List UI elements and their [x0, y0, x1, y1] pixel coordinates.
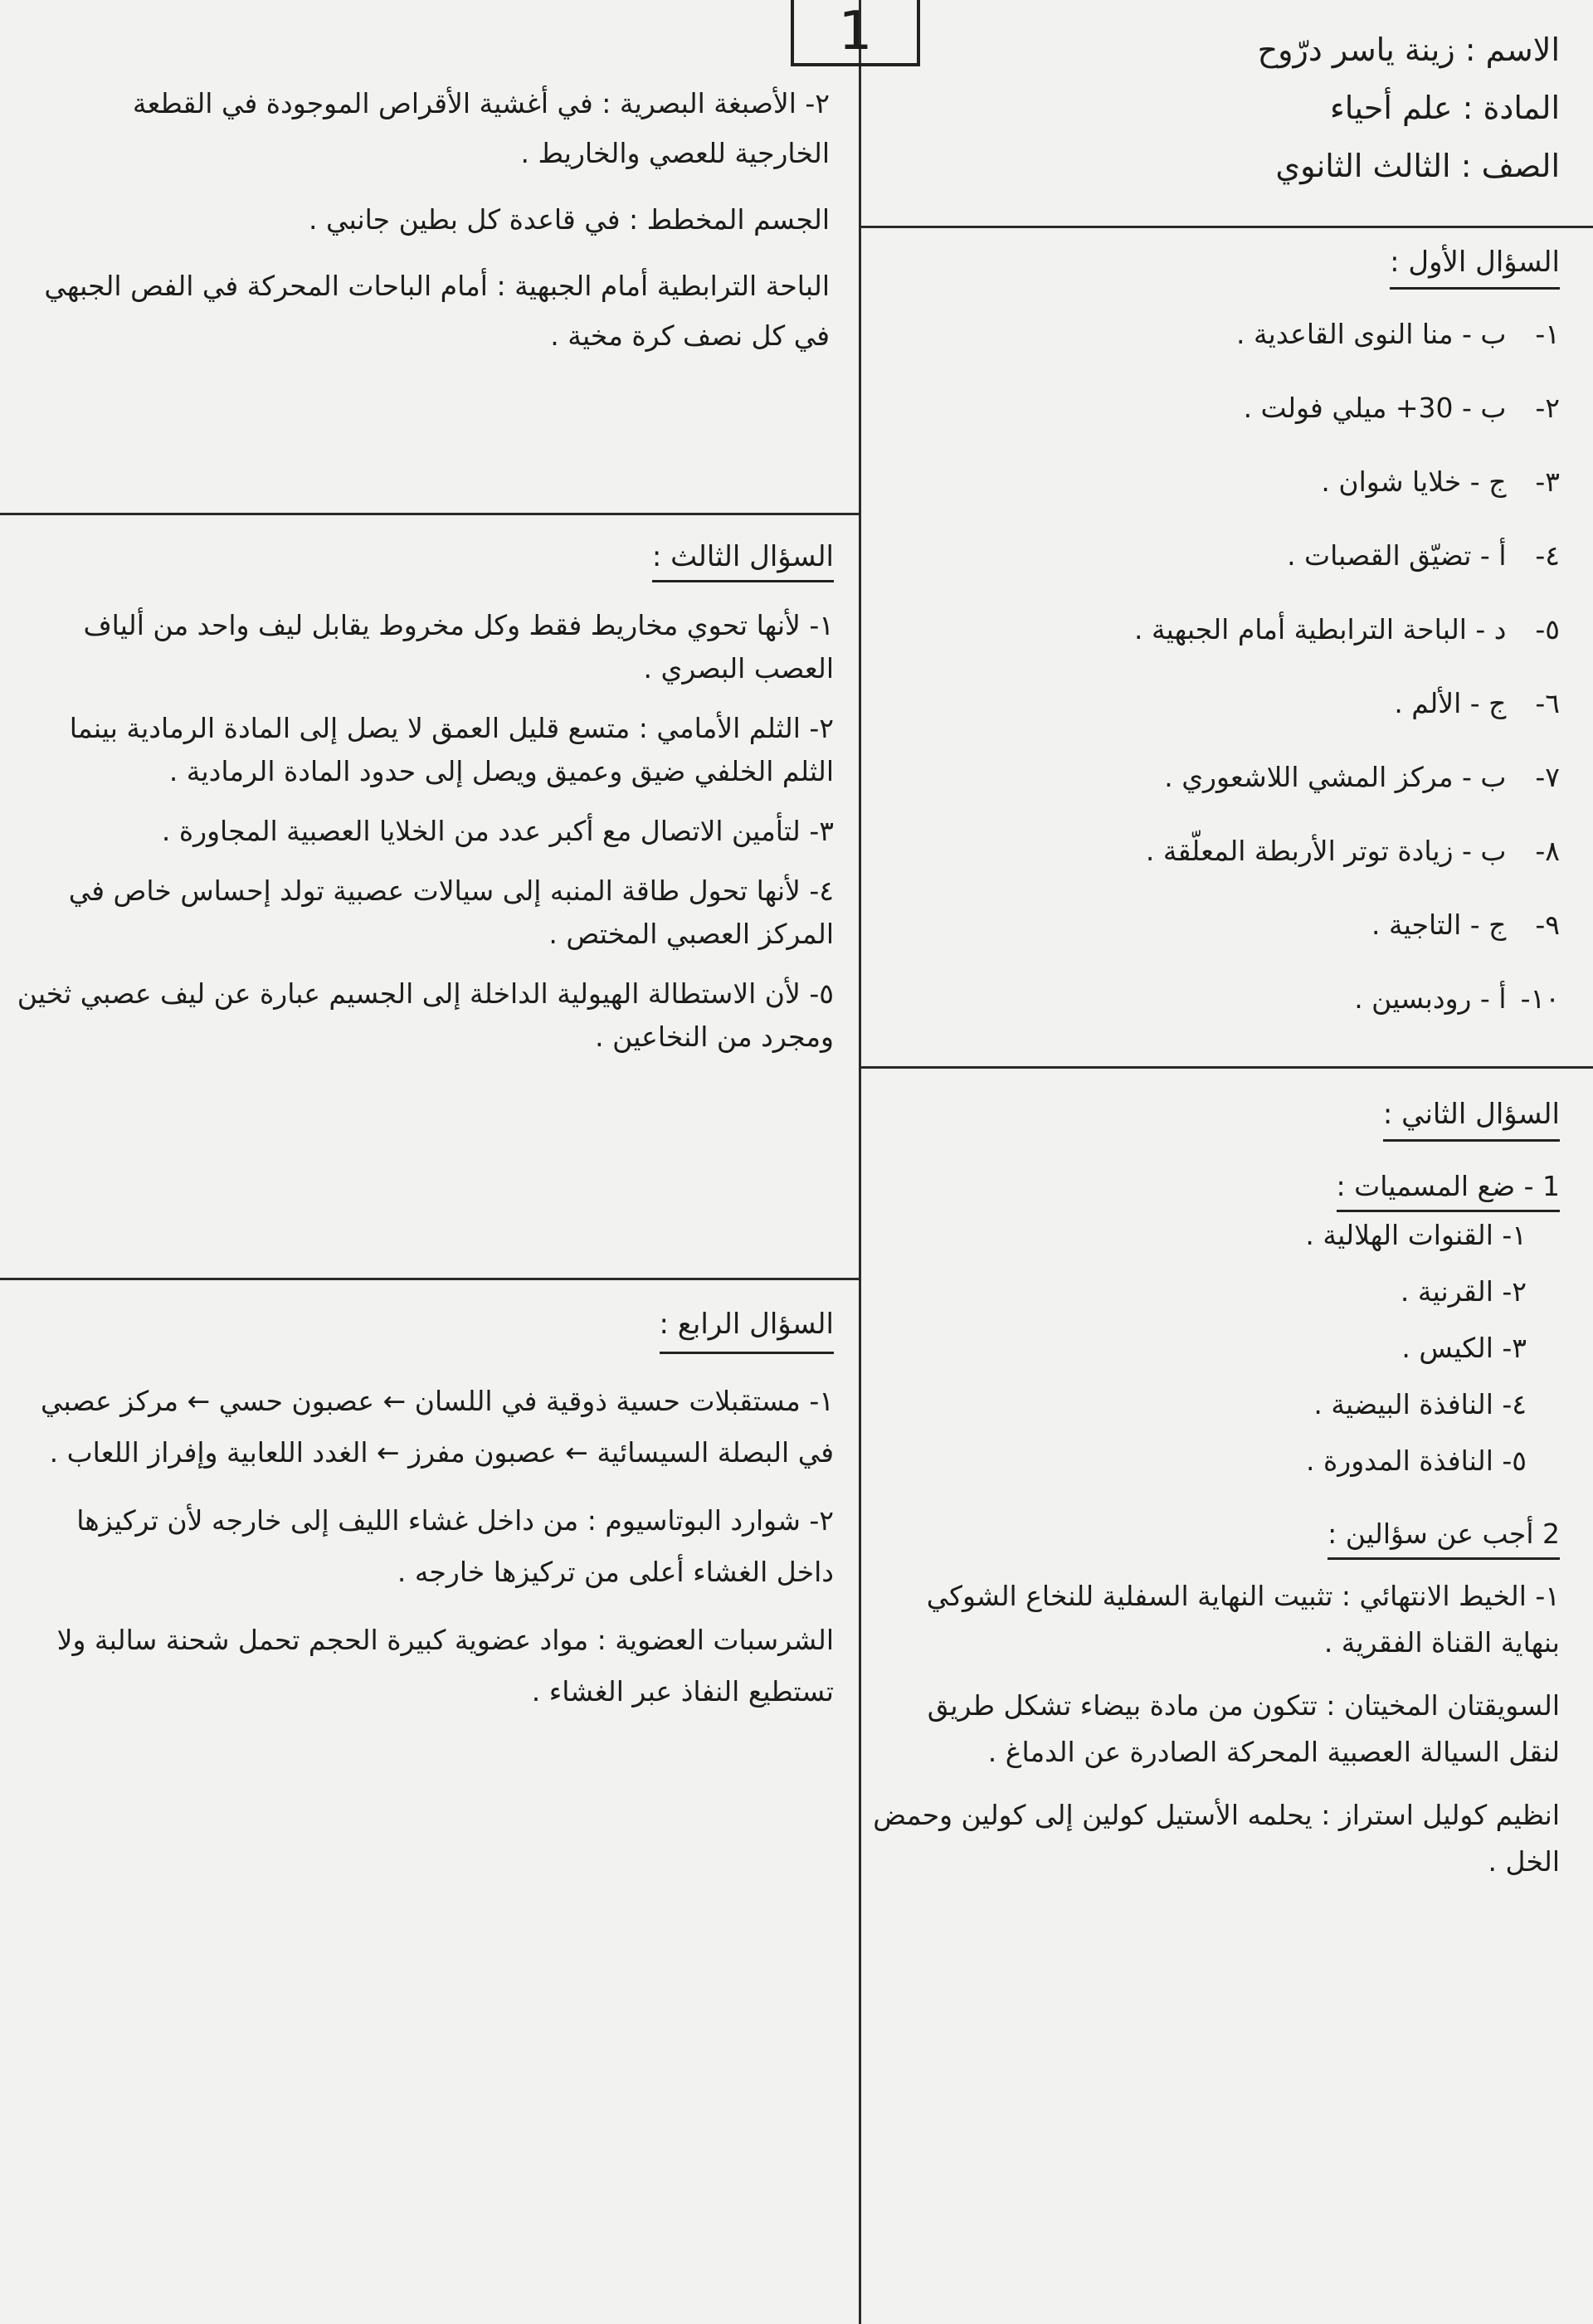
- q3-answer-1: ١- لأنها تحوي مخاريط فقط وكل مخروط يقابل ليف واحد من ألياف العصب البصري .: [83, 609, 834, 685]
- subject: المادة : علم أحياء: [1329, 90, 1560, 126]
- question-1: [879, 239, 1560, 1050]
- q4-title: السؤال الرابع :: [660, 1298, 835, 1354]
- student-name: الاسم : زينة ياسر درّوح: [1257, 32, 1560, 68]
- q1-title: السؤال الأول :: [1390, 239, 1560, 290]
- grade: الصف : الثالث الثانوي: [1275, 148, 1560, 184]
- q3-answer-2: ٢- الثلم الأمامي : متسع قليل العمق لا يصل إلى المادة الرمادية بينما الثلم الخلفي ضيق وعميق ويصل إلى حدود المادة الرمادية .: [69, 712, 834, 787]
- list-item: ٤- أ - تضيّق القصبات .: [1287, 539, 1560, 572]
- question-3: [17, 535, 834, 1075]
- q4-answer-1: ١- مستقبلات حسية ذوقية في اللسان ← عصبون حسي ← مركز عصبي في البصلة السيسائية ← عصبون مفرز ← الغدد اللعابية وإفراز اللعاب .: [41, 1385, 834, 1469]
- divider-right-q1: [859, 1066, 1593, 1069]
- page-number: 1: [791, 0, 920, 66]
- list-item: ٢- القرنية .: [1400, 1275, 1527, 1308]
- q2-answer-3: انظيم كوليل استراز : يحلمه الأستيل كولين إلى كولين وحمض الخل .: [873, 1799, 1560, 1878]
- q1-answers: [879, 311, 1560, 1022]
- list-item: ١٠- أ - رودبسين .: [1354, 982, 1560, 1015]
- list-item: ٥- النافذة المدورة .: [1305, 1445, 1527, 1477]
- question-2: [871, 1091, 1560, 1902]
- q3-answer-5: ٥- لأن الاستطالة الهيولية الداخلة إلى الجسيم عبارة عن ليف عصبي ثخين ومجرد من النخاعين .: [17, 977, 834, 1053]
- q3-answer-3: ٣- لتأمين الاتصال مع أكبر عدد من الخلايا العصبية المجاورة .: [161, 815, 834, 847]
- list-item: ٤- النافذة البيضية .: [1313, 1388, 1527, 1420]
- q4-answer-3: الشرسبات العضوية : مواد عضوية كبيرة الحجم تحمل شحنة سالبة ولا تستطيع النفاذ عبر الغشاء .: [56, 1624, 834, 1708]
- list-item: ٣- ج - خلايا شوان .: [1321, 465, 1560, 498]
- list-item: ١- ب - منا النوى القاعدية .: [1235, 318, 1560, 350]
- question-2-continued: [33, 79, 830, 378]
- list-item: ٥- د - الباحة الترابطية أمام الجبهية .: [1134, 613, 1560, 646]
- list-item: ٨- ب - زيادة توتر الأربطة المعلّقة .: [1145, 835, 1560, 867]
- q2-part2-title: 2 أجب عن سؤالين :: [871, 1511, 1560, 1560]
- q2-cont-2: الجسم المخطط : في قاعدة كل بطين جانبي .: [309, 203, 830, 236]
- q2-names: [871, 1212, 1560, 1484]
- list-item: ٢- ب - 30+ ميلي فولت .: [1243, 392, 1560, 424]
- q2-part1-title: 1 - ضع المسميات :: [871, 1163, 1560, 1212]
- q2-cont-3: الباحة الترابطية أمام الجبهية : أمام الباحات المحركة في الفص الجبهي في كل نصف كرة مخية .: [44, 270, 830, 352]
- q4-answer-2: ٢- شوارد البوتاسيوم : من داخل غشاء الليف إلى خارجه لأن تركيزها داخل الغشاء أعلى من تركيزها خارجه .: [76, 1504, 834, 1588]
- center-divider: [859, 0, 861, 2324]
- student-header: [913, 21, 1560, 195]
- q2-title: السؤال الثاني :: [1383, 1091, 1560, 1142]
- q2-answer-1: ١- الخيط الانتهائي : تثبيت النهاية السفلية للنخاع الشوكي بنهاية القناة الفقرية .: [926, 1580, 1560, 1659]
- q2-cont-1: ٢- الأصبغة البصرية : في أغشية الأقراص الموجودة في القطعة الخارجية للعصي والخاريط .: [132, 87, 830, 169]
- q3-answer-4: ٤- لأنها تحول طاقة المنبه إلى سيالات عصبية تولد إحساس خاص في المركز العصبي المختص .: [68, 875, 834, 950]
- divider-left-q3: [0, 1278, 859, 1280]
- list-item: ٣- الكيس .: [1401, 1332, 1527, 1364]
- list-item: ٦- ج - الألم .: [1394, 687, 1560, 719]
- q3-title: السؤال الثالث :: [652, 535, 834, 582]
- list-item: ١- القنوات الهلالية .: [1305, 1219, 1527, 1251]
- q2-answer-2: السويقتان المخيتان : تتكون من مادة بيضاء تشكل طريق لنقل السيالة العصبية المحركة الصادرة عن الدماغ .: [927, 1689, 1560, 1768]
- list-item: ٧- ب - مركز المشي اللاشعوري .: [1164, 761, 1560, 793]
- divider-left-q2: [0, 513, 859, 515]
- list-item: ٩- ج - التاجية .: [1371, 909, 1560, 941]
- divider-right-header: [859, 226, 1593, 228]
- question-4: [25, 1298, 834, 1734]
